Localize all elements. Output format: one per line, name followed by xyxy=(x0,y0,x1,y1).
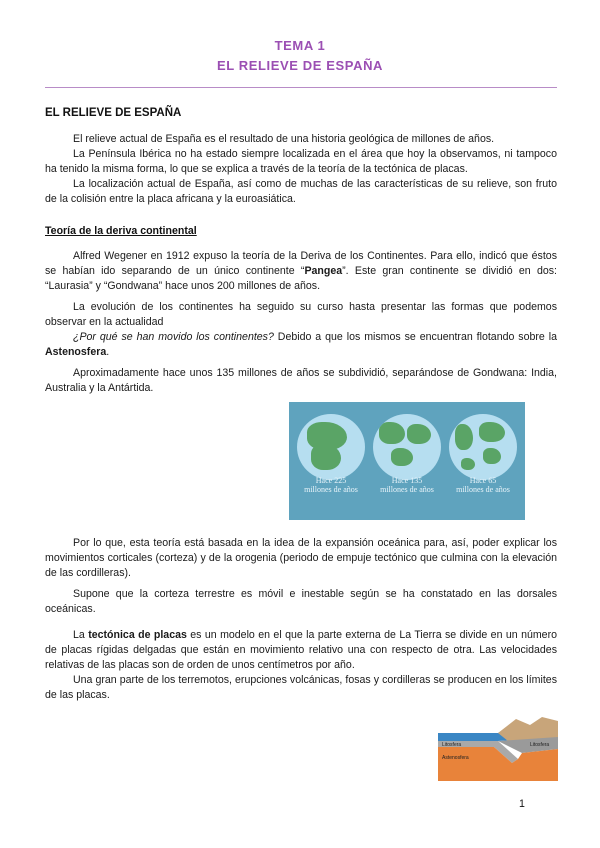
paragraph: La localización actual de España, así como de muchas de las características de su relieve, son fruto de la colisión entre la placa africana y la euroasiática. xyxy=(45,178,557,205)
chapter-title: TEMA 1 xyxy=(274,38,326,53)
paragraph-question: ¿Por qué se han movido los continentes? Debido a que los mismos se encuentran flotando sobre la Astenosfera. xyxy=(45,331,557,358)
globe-225-icon xyxy=(297,414,365,480)
plate-tectonics-diagram xyxy=(438,715,558,781)
section-heading: EL RELIEVE DE ESPAÑA xyxy=(45,107,182,119)
page-number: 1 xyxy=(519,798,525,810)
paragraph-wegener: Alfred Wegener en 1912 expuso la teoría de la Deriva de los Continentes. Para ello, indicó que éstos se habían ido separando de un único continente “Pangea”. Este gran continente se dividió en dos: “Laurasia” y “Gondwana” hace unos 200 millones de años. xyxy=(45,250,557,292)
title-divider xyxy=(45,87,557,88)
paragraph: Aproximadamente hace unos 135 millones de años se subdividió, separándose de Gondwana: India, Australia y la Antártida. xyxy=(45,367,557,394)
paragraph: El relieve actual de España es el resultado de una historia geológica de millones de años. xyxy=(73,133,495,145)
svg-text:Litosfera: Litosfera xyxy=(442,742,462,748)
globe-label: Hace 135 millones de años xyxy=(380,476,434,494)
svg-text:Litosfera: Litosfera xyxy=(530,742,550,748)
paragraph: Supone que la corteza terrestre es móvil e inestable según se ha constatado en las dorsales oceánicas. xyxy=(45,588,557,615)
globe-135-icon xyxy=(373,414,441,480)
term-pangea: Pangea xyxy=(304,265,343,277)
paragraph: La Península Ibérica no ha estado siempre localizada en el área que hoy la observamos, ni tampoco ha tenido la misma forma, lo que se explica a través de la teoría de la tectónica de placas. xyxy=(45,148,557,175)
title-block xyxy=(0,36,600,76)
subduction-diagram-icon xyxy=(438,715,558,781)
paragraph: Por lo que, esta teoría está basada en la idea de la expansión oceánica para, así, poder explicar los movimientos corticales (corteza) y de la orogenia (periodo de empuje tectónico que culmina con la elevación de las cordilleras). xyxy=(45,537,557,579)
subsection-heading: Teoría de la deriva continental xyxy=(45,225,197,237)
globe-label: Hace 65 millones de años xyxy=(456,476,510,494)
continental-drift-image xyxy=(289,402,525,520)
globe-65-icon xyxy=(449,414,517,480)
globe-label: Hace 225 millones de años xyxy=(304,476,358,494)
svg-text:Astenosfera: Astenosfera xyxy=(442,755,469,761)
term-tectonica: tectónica de placas xyxy=(88,629,187,641)
term-astenosfera: Astenosfera xyxy=(45,346,107,358)
paragraph: Una gran parte de los terremotos, erupciones volcánicas, fosas y cordilleras se producen en los límites de las placas. xyxy=(45,674,557,701)
paragraph-tectonica: La tectónica de placas es un modelo en el que la parte externa de La Tierra se divide en un número de placas rígidas delgadas que están en movimiento relativo una con respecto de otra. Las velocidades relativas de las placas son de orden de unos centímetros por año. xyxy=(45,629,557,671)
paragraph: La evolución de los continentes ha seguido su curso hasta presentar las formas que podemos observar en la actualidad xyxy=(45,301,557,328)
chapter-subtitle: EL RELIEVE DE ESPAÑA xyxy=(216,58,384,73)
document-body xyxy=(45,106,557,781)
